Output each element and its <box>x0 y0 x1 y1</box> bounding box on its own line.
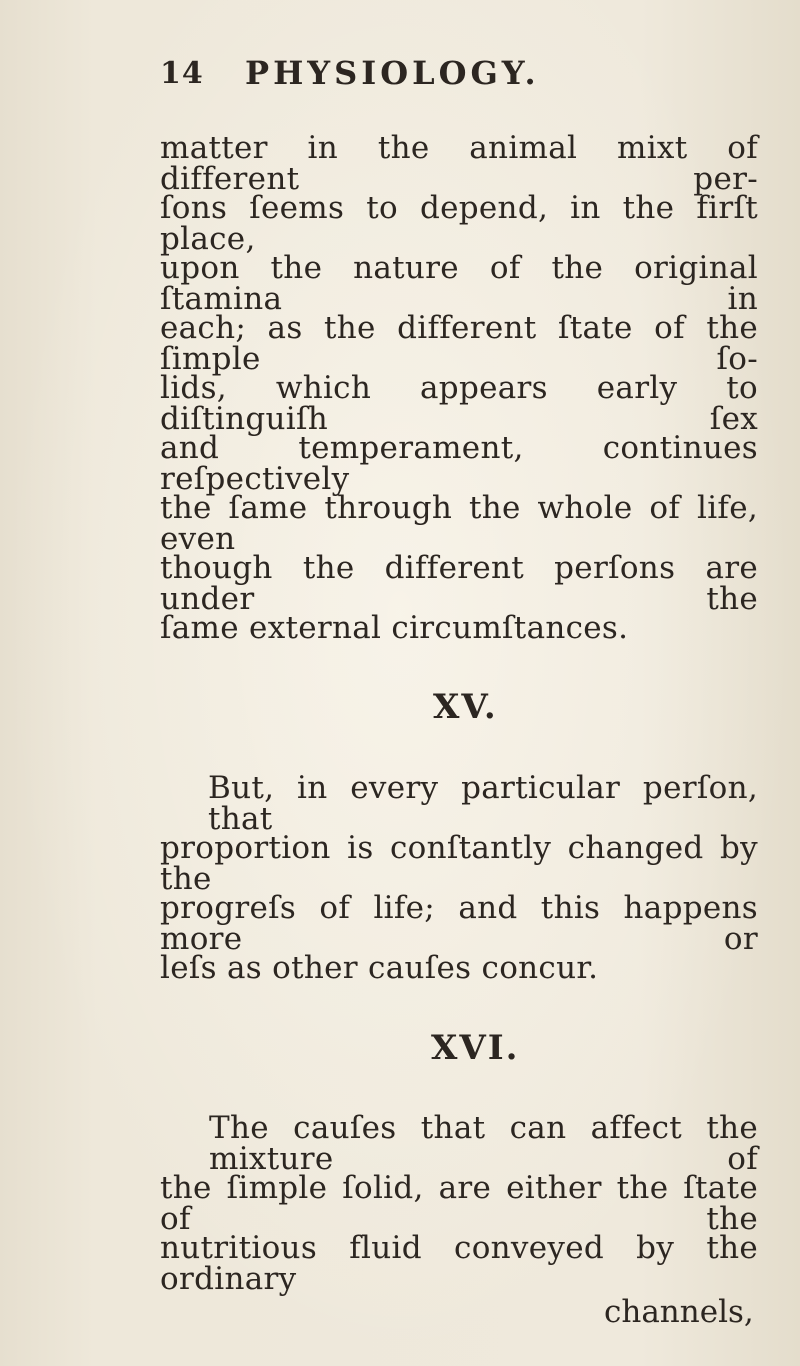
text-line: the ſame through the whole of life, even <box>160 490 758 557</box>
running-head: PHYSIOLOGY. <box>245 54 540 92</box>
text-line: progreſs of life; and this happens more or <box>160 890 758 957</box>
text-line: lids, which appears early to diſtinguiſh ſex <box>160 370 758 437</box>
text-line: proportion is conſtantly changed by the <box>160 830 758 897</box>
text-line: upon the nature of the original ſtamina in <box>160 250 758 317</box>
section-heading: XVI. <box>431 1028 520 1068</box>
section-heading: XV. <box>433 687 498 727</box>
catchword: channels, <box>604 1294 754 1330</box>
text-line: matter in the animal mixt of different per- <box>160 130 758 197</box>
text-line: ſons ſeems to depend, in the firſt place, <box>160 190 758 257</box>
page-header <box>160 52 680 96</box>
text-line: leſs as other cauſes concur. <box>160 950 599 986</box>
text-line: the ſimple ſolid, are either the ſtate of the <box>160 1170 758 1237</box>
text-line: ſame external circumſtances. <box>160 610 629 646</box>
text-line: But, in every particular perſon, that <box>208 770 758 837</box>
text-line: each; as the different ſtate of the ſimple ſo- <box>160 310 758 377</box>
text-line: The cauſes that can affect the mixture of <box>209 1110 758 1177</box>
text-line: though the different perſons are under the <box>160 550 758 617</box>
page-number: 14 <box>160 56 204 91</box>
text-line: and temperament, continues reſpectively <box>160 430 758 497</box>
text-line: nutritious fluid conveyed by the ordinary <box>160 1230 758 1297</box>
